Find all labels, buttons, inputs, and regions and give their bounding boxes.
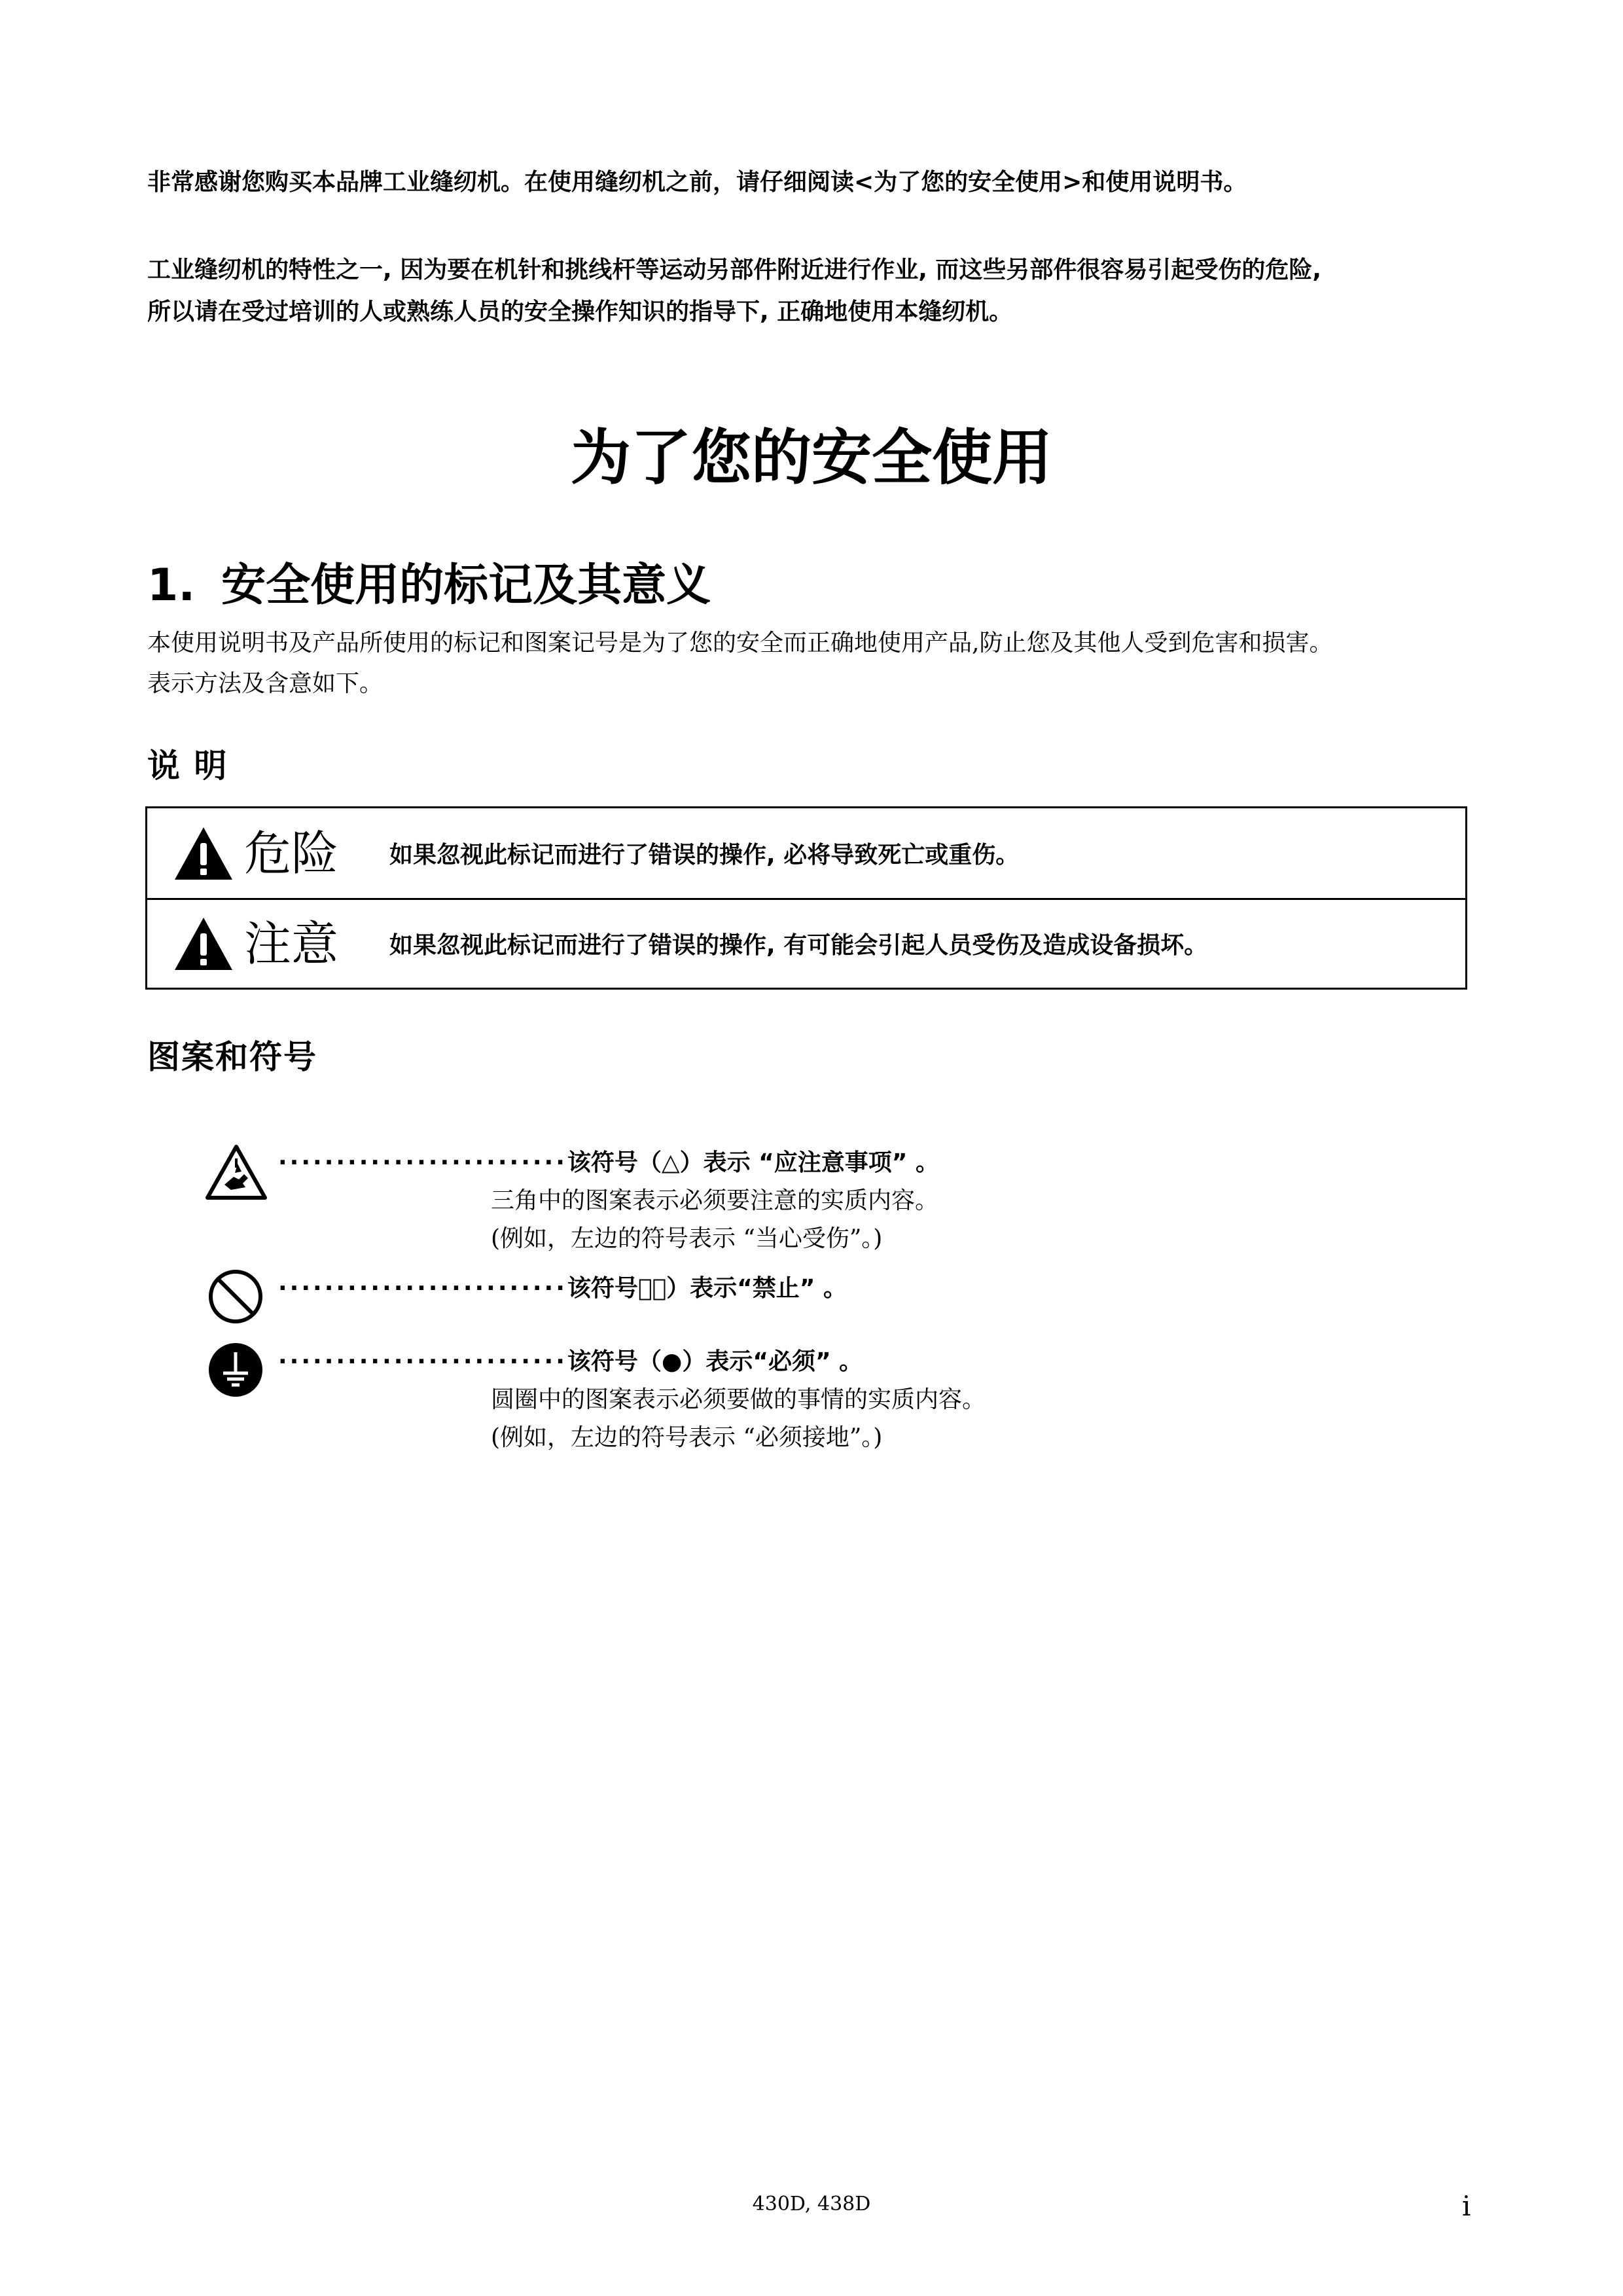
caution-hand-triangle-icon <box>205 1144 268 1200</box>
page-title: 为了您的安全使用 <box>570 423 1052 493</box>
signal-word-table <box>145 806 1467 990</box>
symbols-heading: 图案和符号 <box>147 1038 317 1076</box>
signal-desc-caution: 如果忽视此标记而进行了错误的操作, 有可能会引起人员受伤及造成设备损坏。 <box>389 932 1208 959</box>
symbol-item-mandatory <box>147 1343 1456 1461</box>
leader-dots: ························· <box>278 1275 567 1302</box>
ground-icon <box>207 1342 264 1398</box>
leader-dots: ························· <box>278 1348 567 1375</box>
section-title: 安全使用的标记及其意义 <box>221 560 711 611</box>
prohibition-icon <box>207 1268 264 1325</box>
symbol-caution-sub-1: 三角中的图案表示必须要注意的实质内容。 <box>491 1187 939 1214</box>
section-description-line-2: 表示方法及含意如下。 <box>147 670 383 697</box>
symbol-caution-main <box>278 1144 939 1182</box>
section-number: 1. <box>147 560 196 611</box>
footer-model: 430D, 438D <box>752 2193 871 2215</box>
signal-row-caution <box>147 899 1465 988</box>
section-description <box>147 623 1495 704</box>
symbol-caution-sub-2: (例如，左边的符号表示 “当心受伤”。) <box>491 1225 883 1252</box>
signal-desc-danger: 如果忽视此标记而进行了错误的操作, 必将导致死亡或重伤。 <box>389 842 1020 869</box>
signal-word-danger: 危险 <box>244 825 339 881</box>
symbol-mandatory-sub-2: (例如，左边的符号表示 “必须接地”。) <box>491 1424 883 1451</box>
leader-dots: ························· <box>278 1149 567 1176</box>
symbol-prohibition-main <box>278 1270 847 1308</box>
symbol-mandatory-sub-1: 圆圈中的图案表示必须要做的事情的实质内容。 <box>491 1386 986 1413</box>
warning-triangle-icon <box>173 916 234 971</box>
signal-word-caution: 注意 <box>244 916 339 971</box>
warning-triangle-icon <box>173 826 234 881</box>
explanation-heading: 说 明 <box>147 747 228 785</box>
symbol-item-caution <box>147 1144 1456 1262</box>
intro-paragraph-1: 非常感谢您购买本品牌工业缝纫机。在使用缝纫机之前，请仔细阅读<为了您的安全使用>和使用说明书。 <box>147 169 1247 196</box>
page-number: i <box>1462 2190 1471 2222</box>
intro-paragraph-2-line-1: 工业缝纫机的特性之一, 因为要在机针和挑线杆等运动另部件附近进行作业, 而这些另部件很容易引起受伤的危险, <box>147 257 1322 283</box>
symbol-item-prohibition <box>147 1270 1456 1322</box>
intro-paragraph-2-line-2: 所以请在受过培训的人或熟练人员的安全操作知识的指导下, 正确地使用本缝纫机。 <box>147 298 1013 325</box>
section-heading <box>147 553 711 619</box>
symbol-mandatory-main <box>278 1343 863 1381</box>
section-description-line-1: 本使用说明书及产品所使用的标记和图案记号是为了您的安全而正确地使用产品,防止您及其他人受到危害和损害。 <box>147 630 1333 656</box>
symbol-caution-label: 该符号（△）表示 “应注意事项” 。 <box>567 1149 939 1176</box>
signal-row-danger <box>147 808 1465 900</box>
symbol-prohibition-label: 该符号（⃠）表示“禁止” 。 <box>567 1275 847 1302</box>
symbol-mandatory-label: 该符号（●）表示“必须” 。 <box>567 1348 863 1375</box>
